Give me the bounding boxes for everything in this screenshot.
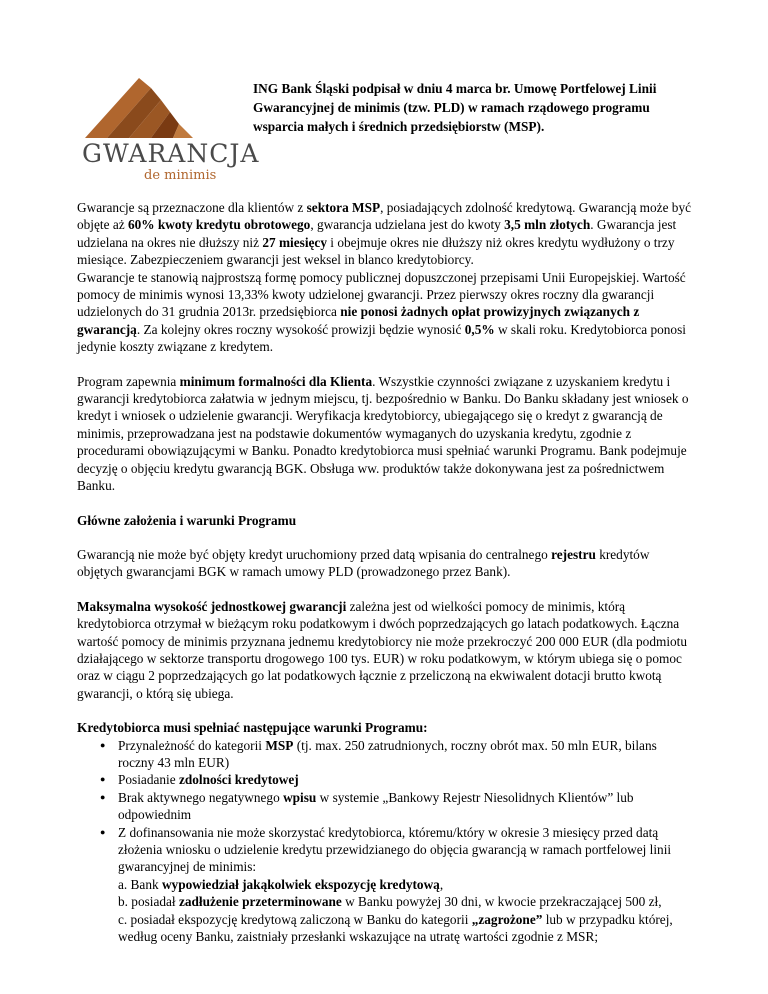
paragraph-rejestr: Gwarancją nie może być objęty kredyt uruchomiony przed datą wpisania do centralnego rejestru kredytów objętych gwarancjami BGK w ramach umowy PLD (prowadzonego przez Bank). xyxy=(77,546,650,580)
heading-zalozenia: Główne założenia i warunki Programu xyxy=(77,512,297,528)
paragraph-msp: Gwarancje są przeznaczone dla klientów z sektora MSP, posiadających zdolność kredytową. Gwarancją może być objęte aż 60% kwoty kredytu obrotowego, gwarancja udzielana jest do kwoty 3,5 mln złotych. Gwarancja jest udzielana na okres nie dłuższy niż 27 miesięcy i obejmuje okres nie dłuższy niż okres kredytu wydłużony o trzy miesiące. Zabezpieczeniem gwarancji jest weksel in blanco kredytobiorcy. xyxy=(77,200,691,268)
intro-paragraph: ING Bank Śląski podpisał w dniu 4 marca br. Umowę Portfelowej Linii Gwarancyjnej de minimis (tzw. PLD) w ramach rządowego programu wsparcia małych i średnich przedsiębiorstw (MSP). xyxy=(253,81,657,134)
paragraph-formalnosci: Program zapewnia minimum formalności dla Klienta. Wszystkie czynności związane z uzyskaniem kredytu i gwarancji kredytobiorca załatwia w jednym miejscu, tj. bezpośrednio w Banku. Do Banku składany jest wniosek o kredyt i wniosek o udzielenie gwarancji. Weryfikacja kredytobiorcy, ubiegającego się o kredyt z gwarancją de minimis, przeprowadzana jest na podstawie dokumentów wymaganych do uzyskania kredytu, zgodnie z procedurami obowiązującymi w Banku. Ponadto kredytobiorca musi spełniać warunki Programu. Bank podejmuje decyzję o objęciu kredytu gwarancją BGK. Obsługa ww. produktów także dokonywana jest za pośrednictwem Banku. xyxy=(77,373,689,494)
list-item: ● Brak aktywnego negatywnego wpisu w systemie „Bankowy Rejestr Niesolidnych Klientów” lub odpowiednim xyxy=(118,789,692,824)
conditions-list xyxy=(77,737,692,946)
paragraph-maksymalna-gwarancja: Maksymalna wysokość jednostkowej gwarancji zależna jest od wielkości pomocy de minimis, którą kredytobiorca otrzymał w bieżącym roku podatkowym i dwóch poprzedzających go latach podatkowych. Łączna wartość pomocy de minimis przyznana jednemu kredytobiorcy nie może przekroczyć 200 000 EUR (dla podmiotu działającego w sektorze transportu drogowego 100 tys. EUR) w roku podatkowym, w którym ubiega się o pomoc oraz w ciągu 2 poprzedzających go lat podatkowych łącznie z przeliczoną na ekwiwalent dotacji brutto kwotą gwarancji, o którą się ubiega. xyxy=(77,598,688,701)
logo-subtitle: de minimis xyxy=(144,168,217,183)
sub-item-c: c. posiadał ekspozycję kredytową zaliczoną w Banku do kategorii „zagrożone” lub w przypadku której, według oceny Banku, zaistniały przesłanki wskazujące na utratę wartości zgodnie z MSR; xyxy=(118,911,673,945)
triangle-mountain-icon xyxy=(85,78,205,140)
list-item: ● Przynależność do kategorii MSP (tj. max. 250 zatrudnionych, roczny obrót max. 50 mln EUR, bilans roczny 43 mln EUR) xyxy=(118,737,692,772)
list-item: ● Posiadanie zdolności kredytowej xyxy=(118,771,692,788)
heading-warunki: Kredytobiorca musi spełniać następujące warunki Programu: xyxy=(77,720,428,736)
sub-item-a: a. Bank wypowiedział jakąkolwiek ekspozycję kredytową, xyxy=(118,876,444,892)
sub-item-b: b. posiadał zadłużenie przeterminowane w Banku powyżej 30 dni, w kwocie przekraczającej 500 zł, xyxy=(118,894,662,910)
paragraph-pomoc-publiczna: Gwarancje te stanowią najprostszą formę pomocy publicznej dopuszczonej przepisami Unii Europejskiej. Wartość pomocy de minimis wynosi 13,33% kwoty udzielonej gwarancji. Przez pierwszy okres roczny dla gwarancji udzielonych do 31 grudnia 2013r. przedsiębiorca nie ponosi żadnych opłat prowizyjnych związanych z gwarancją. Za kolejny okres roczny wysokość prowizji będzie wynosić 0,5% w skali roku. Kredytobiorca ponosi jedynie koszty związane z kredytem. xyxy=(77,269,686,355)
document-body xyxy=(77,199,692,945)
logo-title: GWARANCJA xyxy=(82,139,260,168)
list-item: ● Z dofinansowania nie może skorzystać kredytobiorca, któremu/który w okresie 3 miesięcy przed datą złożenia wniosku o udzielenie kredytu przewidzianego do objęcia gwarancją w ramach portfelowej linii gwarancyjnej de minimis: a. Bank wypowiedział jakąkolwiek ekspozycję kredytową, b. posiadał zadłużenie przeterminowane w Banku powyżej 30 dni, w kwocie przekraczającej 500 zł, c. posiadał ekspozycję kredytową zaliczoną w Banku do kategorii „zagrożone” lub w przypadku której, według oceny Banku, zaistniały przesłanki wskazujące na utratę wartości zgodnie z MSR; xyxy=(118,824,692,946)
gwarancja-logo xyxy=(82,78,260,188)
